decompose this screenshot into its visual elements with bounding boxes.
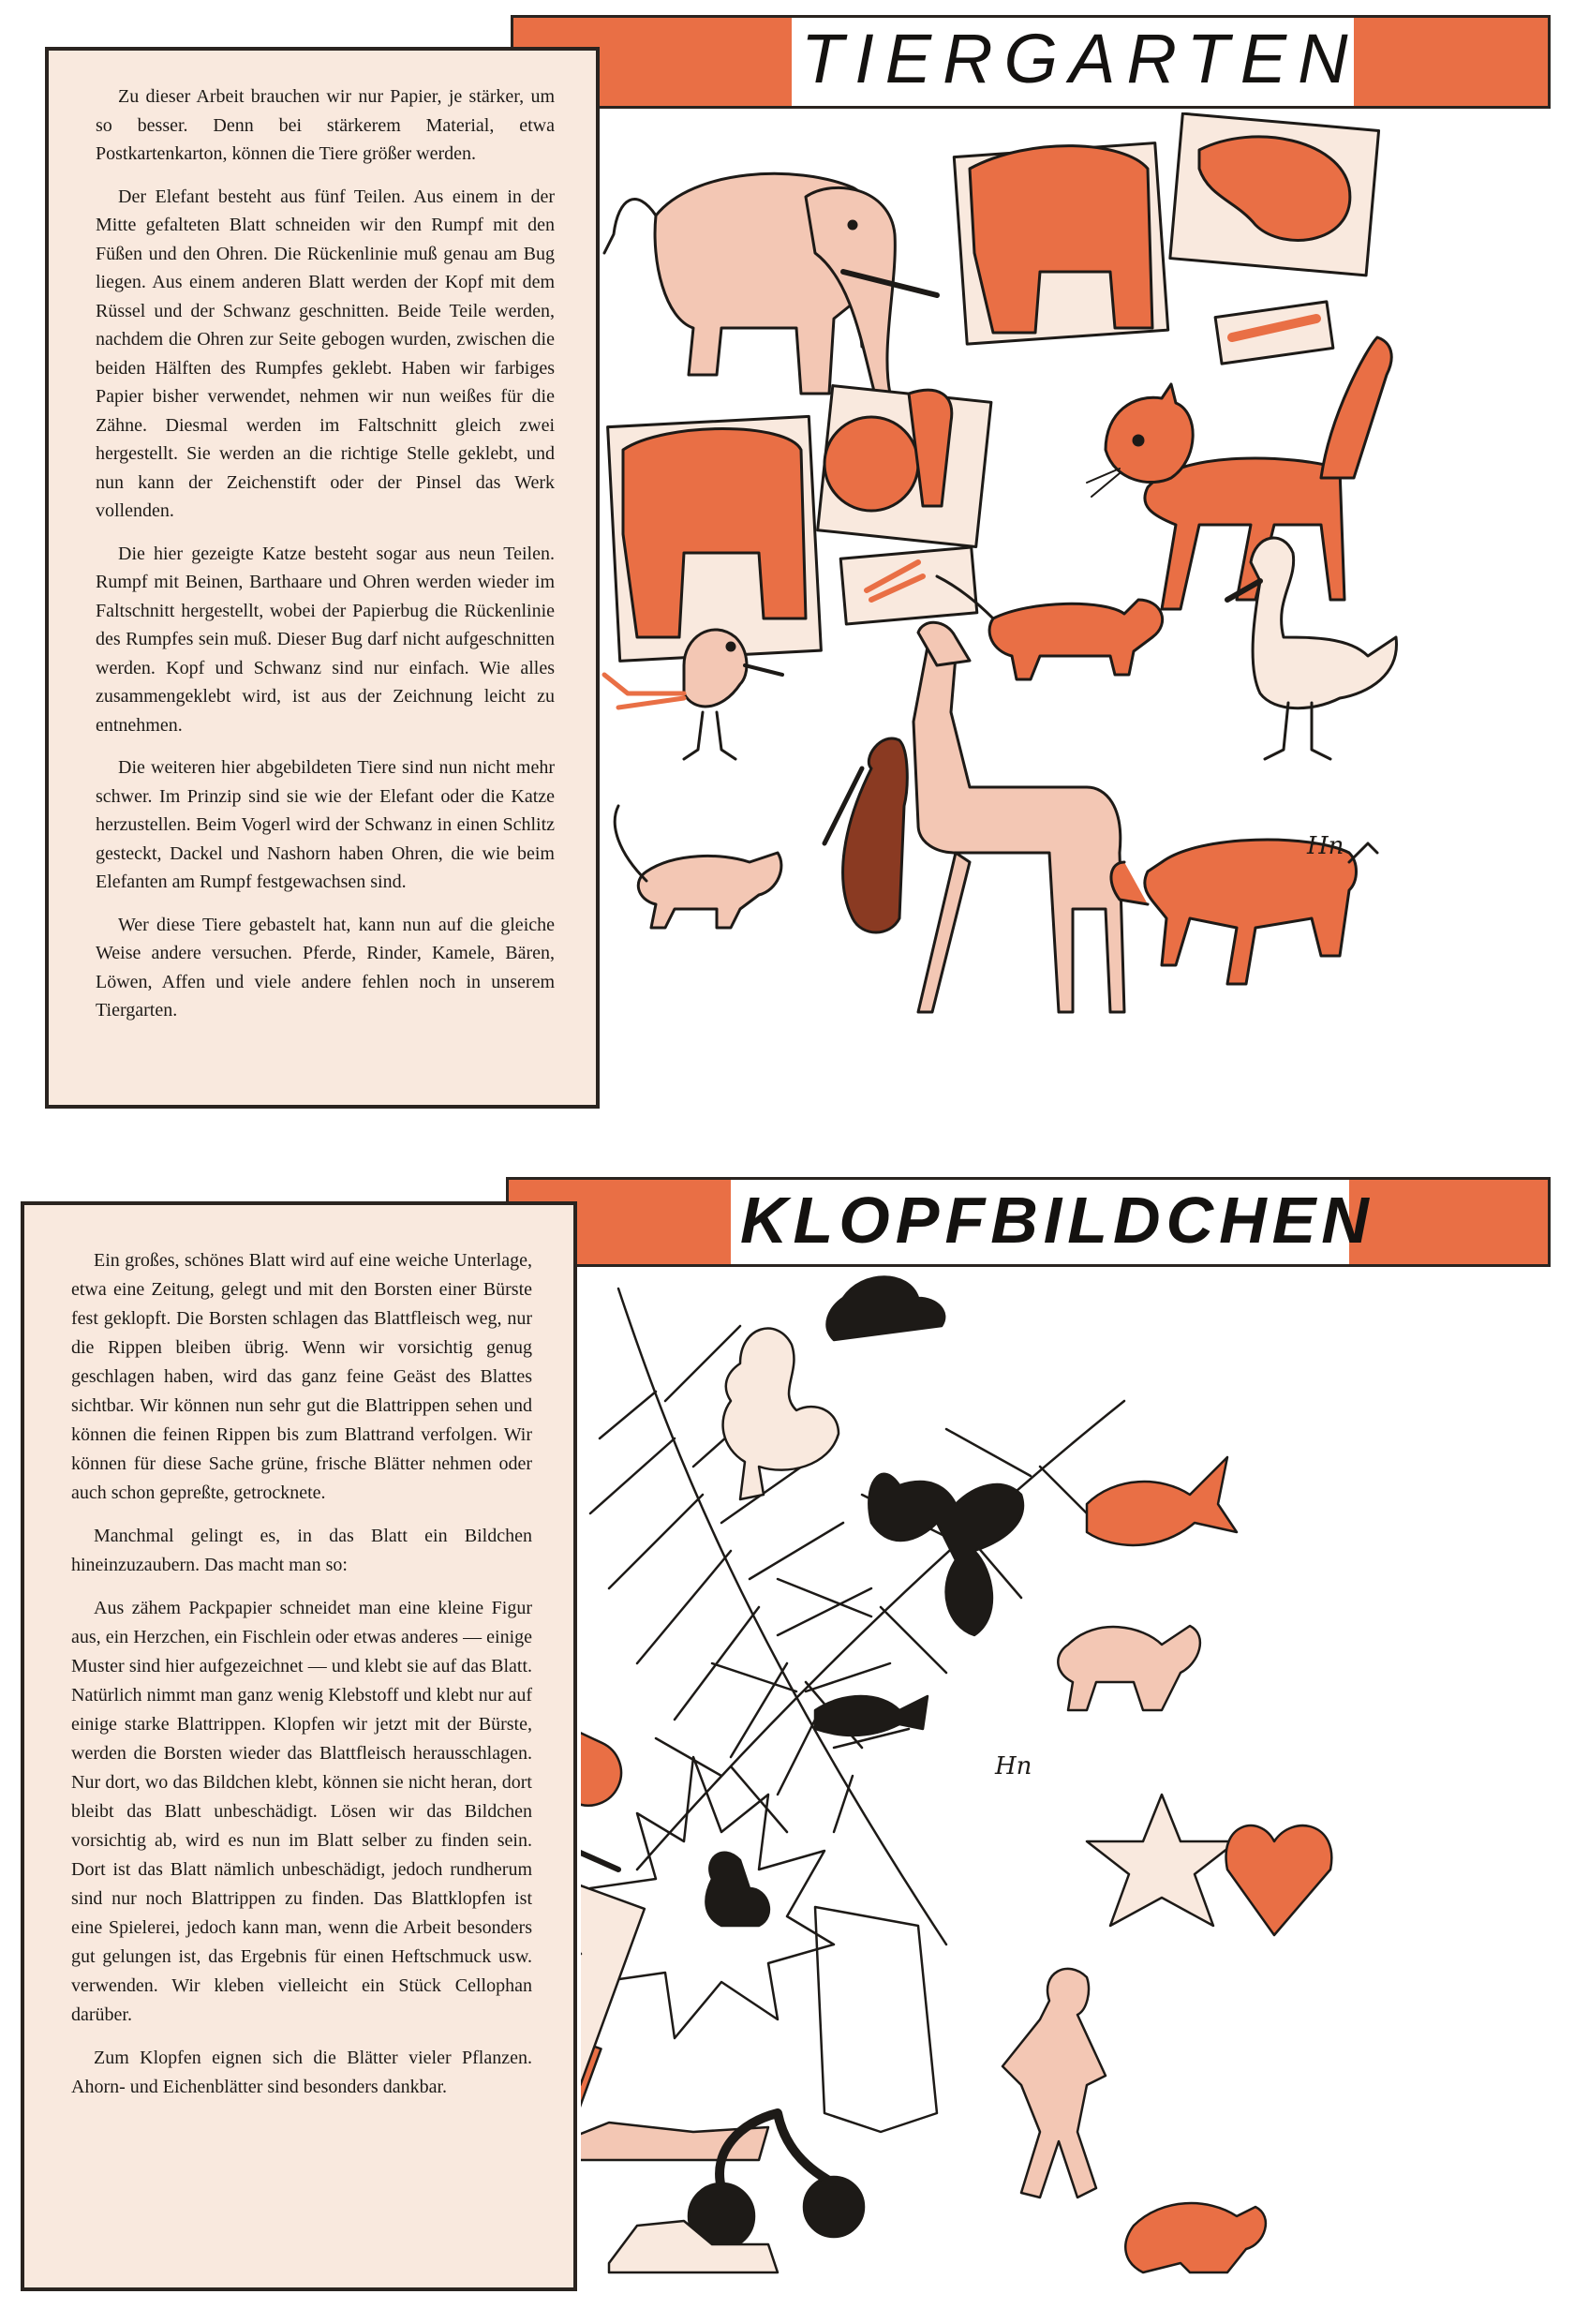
brush-figure xyxy=(581,1670,631,1870)
klopfbildchen-paragraph: Zum Klopfen eignen sich die Blätter vieler Pflanzen. Ahorn- und Eichenblätter sind besonders dankbar. xyxy=(71,2048,532,2097)
klopfbildchen-paragraph: Aus zähem Packpapier schneidet man eine kleine Figur aus, ein Herzchen, ein Fischlein oder etwas anderes — einige Muster sind hier aufgezeichnet — und klebt sie auf das Blatt. Natürlich nimmt man ganz wenig Klebstoff und klebt nur auf einige starke Blattrippen. Klopfen wir jetzt mit der Bürste, werden die Borsten wieder das Blattfleisch herausschlagen. Nur dort, wo das Bildchen klebt, können sie nicht heran, dort bleibt das Blatt unbeschädigt. Lösen wir das Bildchen vorsichtig ab, wird es nun im Blatt selber zu finden sein. Dort ist das Blatt nämlich unbeschädigt, jedoch rundherum sind nur noch Blattrippen zu finden. Das Blattklopfen ist eine Spielerei, jedoch kann man, wenn die Arbeit besonders gut gelungen ist, das Ergebnis für einen Heftschmuck usw. verwenden. Wir kleben vielleicht ein Stück Cellophan darüber. xyxy=(71,1598,532,2025)
dog-cutout xyxy=(1058,1626,1200,1710)
tiergarten-paragraph: Die weiteren hier abgebildeten Tiere sind nun nicht mehr schwer. Im Prinzip sind sie wie der Elefant oder die Katze herzustellen. Beim Vogerl wird der Schwanz in einen Schlitz gesteckt, Dackel und Nashorn haben Ohren, die wie beim Elefanten am Rumpf festgewachsen sind. xyxy=(96,757,555,892)
fish-cutout xyxy=(1087,1457,1237,1545)
tiergarten-illustrations xyxy=(600,112,1565,1125)
tiergarten-paragraph: Zu dieser Arbeit brauchen wir nur Papier, je stärker, um so besser. Denn bei stärkerem Material, etwa Postkartenkarton, können die Tiere größer werden. xyxy=(96,86,555,164)
rhino-figure xyxy=(1111,840,1377,984)
heart-cutout xyxy=(1226,1825,1332,1935)
tiergarten-title: TIERGARTEN xyxy=(801,20,1359,97)
hat-cutout xyxy=(827,1277,945,1341)
tiergarten-paragraph: Wer diese Tiere gebastelt hat, kann nun auf die gleiche Weise andere versuchen. Pferde, Rinder, Kamele, Bären, Löwen, Affen und viele andere fehlen noch in unserem Tiergarten. xyxy=(96,914,555,1020)
klopfbildchen-illustrations xyxy=(581,1270,1574,2310)
figure-cutout xyxy=(1002,1969,1106,2197)
vulture-figure xyxy=(824,738,907,932)
paper-stack-figure xyxy=(581,1841,645,2085)
tiergarten-paragraph: Der Elefant besteht aus fünf Teilen. Aus einem in der Mitte gefalteten Blatt schneiden wir den Rumpf mit den Füßen und den Ohren. Die Rückenlinie muß genau am Bug liegen. Aus einem anderen Blatt werden der Kopf mit dem Rüssel und der Schwanz geschnitten. Beide Teile werden, nachdem die Ohren zur Seite gebogen wurden, zwischen die beiden Hälften des Rumpfes geklebt. Haben wir farbiges Papier bisher verwendet, nehmen wir nun weißes für die Zähne. Diesmal werden im Faltschnitt gleich zwei hergestellt. Sie werden an die richtige Stelle geklebt, und nun kann der Zeichenstift oder der Pinsel das Werk vollenden. xyxy=(96,186,555,521)
boat-outline xyxy=(815,1907,937,2132)
mouse-figure xyxy=(615,806,781,928)
small-fish-cutout xyxy=(815,1696,928,1736)
cat-figure xyxy=(1087,337,1391,609)
artist-signature: Hn xyxy=(995,1752,1032,1780)
mouse-cutout xyxy=(1125,2203,1266,2272)
klopfbildchen-paragraph: Ein großes, schönes Blatt wird auf eine weiche Unterlage, etwa eine Zeitung, gelegt und mit den Borsten einer Bürste fest geklopft. Die Borsten schlagen das Blattfleisch weg, nur die Rippen bleiben übrig. Wenn wir vorsichtig genug geschlagen haben, wird das ganz feine Geäst des Blattes sichtbar. Wir können nun sehr gut die Blattrippen sehen und können die feinen Rippen bis zum Blattrand verfolgen. Wir können für diese Sache grüne, frische Blätter nehmen oder auch schon gepreßte, getrocknete. xyxy=(71,1250,532,1503)
duck-cutout xyxy=(723,1329,839,1499)
klopfbildchen-title: KLOPFBILDCHEN xyxy=(740,1184,1374,1257)
klopfbildchen-text-box xyxy=(21,1201,577,2291)
klopfbildchen-paragraph: Manchmal gelingt es, in das Blatt ein Bildchen hineinzuzaubern. Das macht man so: xyxy=(71,1526,532,1575)
elephant-figure xyxy=(604,173,937,398)
star-cutout xyxy=(1087,1795,1237,1926)
tiergarten-text-box xyxy=(45,47,600,1109)
artist-signature: Hn xyxy=(1307,832,1344,860)
tiergarten-paragraph: Die hier gezeigte Katze besteht sogar aus neun Teilen. Rumpf mit Beinen, Barthaare und Ohren werden wieder im Faltschnitt hergestellt, wobei der Papierbug die Rückenlinie des Rumpfes sein muß. Dieser Bug darf nicht aufgeschnitten werden. Kopf und Schwanz sind nur einfach. Wie alles zusammengeklebt wird, ist aus der Zeichnung leicht zu entnehmen. xyxy=(96,543,555,736)
cat-pattern xyxy=(608,386,991,662)
elephant-pattern xyxy=(954,113,1378,364)
giraffe-figure xyxy=(913,622,1124,1012)
